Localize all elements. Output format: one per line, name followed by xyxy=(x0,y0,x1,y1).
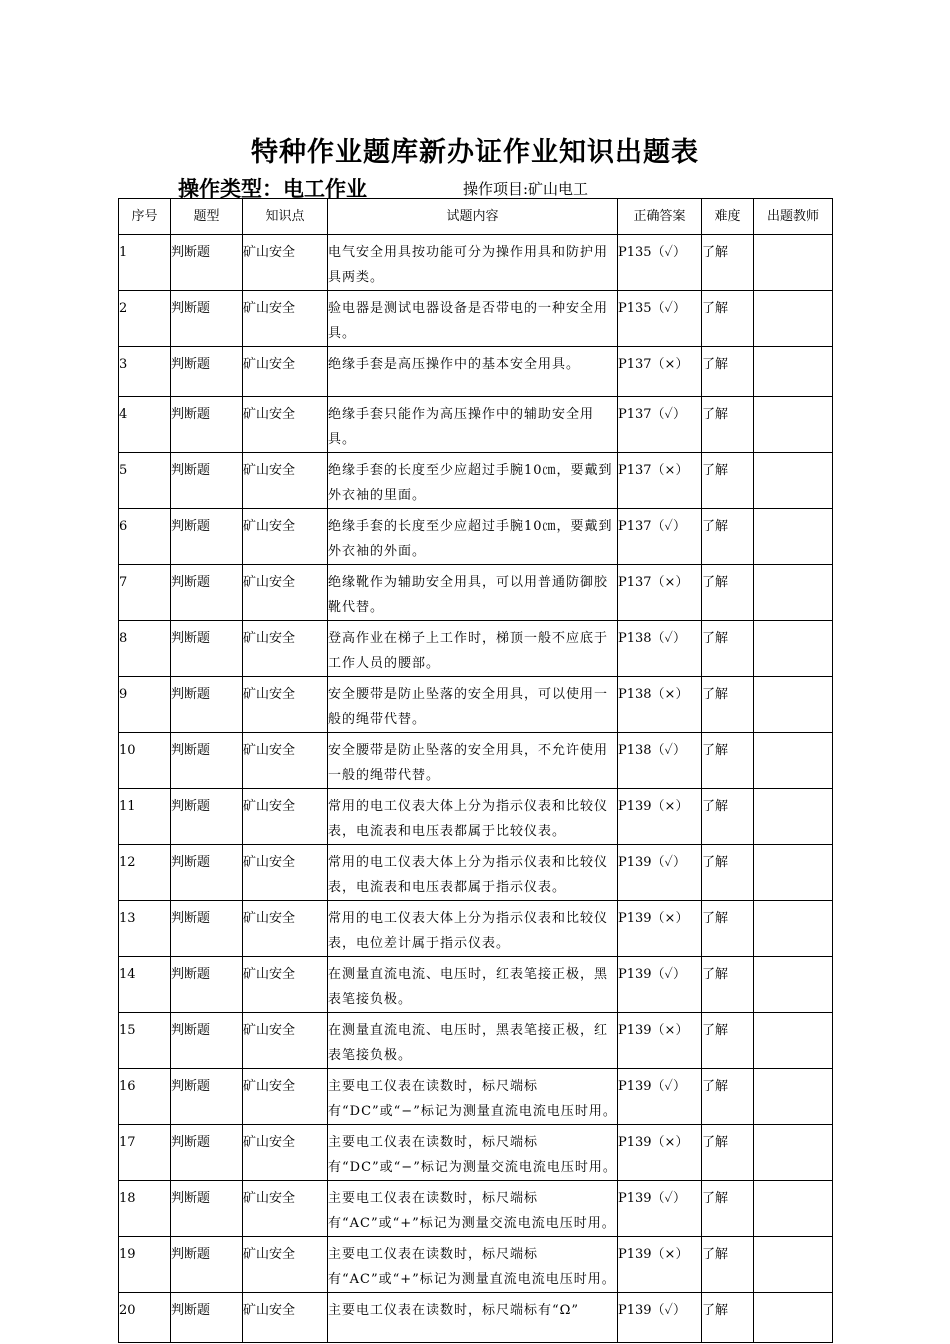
table-row xyxy=(119,1013,833,1069)
cell-knowledge-point: 矿山安全 xyxy=(243,1181,328,1237)
cell-teacher xyxy=(754,957,833,1013)
cell-content: 绝缘靴作为辅助安全用具，可以用普通防御胶靴代替。 xyxy=(328,565,618,621)
cell-type: 判断题 xyxy=(171,235,243,291)
cell-answer: P135（✓） xyxy=(618,291,702,347)
cell-type: 判断题 xyxy=(171,1237,243,1293)
cell-difficulty: 了解 xyxy=(702,1293,754,1343)
cell-content: 绝缘手套的长度至少应超过手腕10㎝，要戴到外衣袖的外面。 xyxy=(328,509,618,565)
cell-type: 判断题 xyxy=(171,453,243,509)
cell-answer: P139（×） xyxy=(618,901,702,957)
cell-difficulty: 了解 xyxy=(702,677,754,733)
cell-no: 3 xyxy=(119,347,171,397)
cell-type: 判断题 xyxy=(171,845,243,901)
operation-type: 操作类型：电工作业 xyxy=(178,177,367,201)
cell-content: 绝缘手套只能作为高压操作中的辅助安全用具。 xyxy=(328,397,618,453)
cell-type: 判断题 xyxy=(171,397,243,453)
table-row xyxy=(119,845,833,901)
question-table xyxy=(118,198,833,1343)
cell-no: 14 xyxy=(119,957,171,1013)
cell-content: 主要电工仪表在读数时，标尺端标有“DC”或“−”标记为测量直流电流电压时用。 xyxy=(328,1069,618,1125)
cell-no: 5 xyxy=(119,453,171,509)
cell-knowledge-point: 矿山安全 xyxy=(243,733,328,789)
cell-no: 11 xyxy=(119,789,171,845)
table-row xyxy=(119,901,833,957)
cell-teacher xyxy=(754,1293,833,1343)
cell-teacher xyxy=(754,291,833,347)
table-row xyxy=(119,347,833,397)
cell-type: 判断题 xyxy=(171,347,243,397)
cell-type: 判断题 xyxy=(171,1069,243,1125)
cell-knowledge-point: 矿山安全 xyxy=(243,1237,328,1293)
cell-type: 判断题 xyxy=(171,509,243,565)
cell-answer: P139（✓） xyxy=(618,957,702,1013)
cell-knowledge-point: 矿山安全 xyxy=(243,1293,328,1343)
cell-type: 判断题 xyxy=(171,1293,243,1343)
cell-answer: P137（×） xyxy=(618,565,702,621)
cell-type: 判断题 xyxy=(171,565,243,621)
table-row xyxy=(119,677,833,733)
cell-answer: P139（✓） xyxy=(618,845,702,901)
table-row xyxy=(119,1069,833,1125)
cell-no: 12 xyxy=(119,845,171,901)
cell-knowledge-point: 矿山安全 xyxy=(243,509,328,565)
cell-no: 4 xyxy=(119,397,171,453)
header-teacher: 出题教师 xyxy=(754,199,833,235)
cell-knowledge-point: 矿山安全 xyxy=(243,1013,328,1069)
cell-no: 9 xyxy=(119,677,171,733)
cell-no: 13 xyxy=(119,901,171,957)
cell-teacher xyxy=(754,621,833,677)
cell-no: 20 xyxy=(119,1293,171,1343)
cell-knowledge-point: 矿山安全 xyxy=(243,397,328,453)
cell-type: 判断题 xyxy=(171,1013,243,1069)
cell-difficulty: 了解 xyxy=(702,957,754,1013)
cell-answer: P137（✓） xyxy=(618,509,702,565)
header-difficulty: 难度 xyxy=(702,199,754,235)
cell-no: 15 xyxy=(119,1013,171,1069)
cell-no: 19 xyxy=(119,1237,171,1293)
cell-teacher xyxy=(754,1013,833,1069)
header-content: 试题内容 xyxy=(328,199,618,235)
cell-knowledge-point: 矿山安全 xyxy=(243,789,328,845)
cell-type: 判断题 xyxy=(171,733,243,789)
cell-knowledge-point: 矿山安全 xyxy=(243,1069,328,1125)
cell-difficulty: 了解 xyxy=(702,621,754,677)
cell-answer: P139（✓） xyxy=(618,1181,702,1237)
cell-difficulty: 了解 xyxy=(702,733,754,789)
cell-knowledge-point: 矿山安全 xyxy=(243,347,328,397)
cell-difficulty: 了解 xyxy=(702,789,754,845)
cell-answer: P137（×） xyxy=(618,453,702,509)
cell-knowledge-point: 矿山安全 xyxy=(243,235,328,291)
cell-teacher xyxy=(754,397,833,453)
cell-knowledge-point: 矿山安全 xyxy=(243,453,328,509)
cell-content: 安全腰带是防止坠落的安全用具，不允许使用一般的绳带代替。 xyxy=(328,733,618,789)
cell-no: 1 xyxy=(119,235,171,291)
cell-answer: P139（×） xyxy=(618,1125,702,1181)
cell-content: 常用的电工仪表大体上分为指示仪表和比较仪表，电流表和电压表都属于比较仪表。 xyxy=(328,789,618,845)
cell-answer: P139（×） xyxy=(618,1237,702,1293)
cell-type: 判断题 xyxy=(171,901,243,957)
table-row xyxy=(119,291,833,347)
table-row xyxy=(119,397,833,453)
cell-knowledge-point: 矿山安全 xyxy=(243,677,328,733)
table-row xyxy=(119,509,833,565)
cell-difficulty: 了解 xyxy=(702,235,754,291)
cell-knowledge-point: 矿山安全 xyxy=(243,901,328,957)
cell-teacher xyxy=(754,235,833,291)
cell-difficulty: 了解 xyxy=(702,1181,754,1237)
cell-content: 绝缘手套的长度至少应超过手腕10㎝，要戴到外衣袖的里面。 xyxy=(328,453,618,509)
table-row xyxy=(119,1293,833,1343)
cell-teacher xyxy=(754,789,833,845)
cell-content: 在测量直流电流、电压时，红表笔接正极，黑表笔接负极。 xyxy=(328,957,618,1013)
cell-teacher xyxy=(754,565,833,621)
table-row xyxy=(119,565,833,621)
table-row xyxy=(119,733,833,789)
cell-teacher xyxy=(754,453,833,509)
cell-content: 常用的电工仪表大体上分为指示仪表和比较仪表，电位差计属于指示仪表。 xyxy=(328,901,618,957)
header-answer: 正确答案 xyxy=(618,199,702,235)
cell-knowledge-point: 矿山安全 xyxy=(243,621,328,677)
cell-content: 登高作业在梯子上工作时，梯顶一般不应底于工作人员的腰部。 xyxy=(328,621,618,677)
cell-no: 6 xyxy=(119,509,171,565)
cell-knowledge-point: 矿山安全 xyxy=(243,1125,328,1181)
cell-teacher xyxy=(754,1237,833,1293)
cell-knowledge-point: 矿山安全 xyxy=(243,565,328,621)
cell-content: 验电器是测试电器设备是否带电的一种安全用具。 xyxy=(328,291,618,347)
table-row xyxy=(119,1181,833,1237)
cell-teacher xyxy=(754,901,833,957)
cell-content: 安全腰带是防止坠落的安全用具，可以使用一般的绳带代替。 xyxy=(328,677,618,733)
cell-answer: P138（✓） xyxy=(618,733,702,789)
cell-no: 2 xyxy=(119,291,171,347)
cell-answer: P138（×） xyxy=(618,677,702,733)
cell-difficulty: 了解 xyxy=(702,901,754,957)
cell-difficulty: 了解 xyxy=(702,453,754,509)
cell-knowledge-point: 矿山安全 xyxy=(243,291,328,347)
operation-item: 操作项目:矿山电工 xyxy=(463,180,589,198)
header-no: 序号 xyxy=(119,199,171,235)
cell-teacher xyxy=(754,347,833,397)
cell-answer: P139（×） xyxy=(618,1013,702,1069)
cell-type: 判断题 xyxy=(171,677,243,733)
table-header-row xyxy=(119,199,833,235)
cell-answer: P138（✓） xyxy=(618,621,702,677)
cell-content: 主要电工仪表在读数时，标尺端标有“Ω” xyxy=(328,1293,618,1343)
cell-teacher xyxy=(754,677,833,733)
table-row xyxy=(119,1237,833,1293)
table-row xyxy=(119,235,833,291)
cell-type: 判断题 xyxy=(171,789,243,845)
cell-teacher xyxy=(754,509,833,565)
cell-knowledge-point: 矿山安全 xyxy=(243,957,328,1013)
cell-teacher xyxy=(754,1125,833,1181)
cell-answer: P137（✓） xyxy=(618,397,702,453)
header-knowledge-point: 知识点 xyxy=(243,199,328,235)
cell-difficulty: 了解 xyxy=(702,509,754,565)
cell-no: 16 xyxy=(119,1069,171,1125)
cell-type: 判断题 xyxy=(171,291,243,347)
table-row xyxy=(119,453,833,509)
cell-type: 判断题 xyxy=(171,1181,243,1237)
cell-content: 电气安全用具按功能可分为操作用具和防护用具两类。 xyxy=(328,235,618,291)
header-type: 题型 xyxy=(171,199,243,235)
cell-answer: P135（✓） xyxy=(618,235,702,291)
cell-difficulty: 了解 xyxy=(702,1125,754,1181)
cell-teacher xyxy=(754,733,833,789)
cell-type: 判断题 xyxy=(171,621,243,677)
table-row xyxy=(119,1125,833,1181)
cell-content: 主要电工仪表在读数时，标尺端标有“AC”或“+”标记为测量直流电流电压时用。 xyxy=(328,1237,618,1293)
cell-answer: P139（✓） xyxy=(618,1069,702,1125)
cell-difficulty: 了解 xyxy=(702,1069,754,1125)
cell-content: 在测量直流电流、电压时，黑表笔接正极，红表笔接负极。 xyxy=(328,1013,618,1069)
cell-difficulty: 了解 xyxy=(702,1013,754,1069)
cell-difficulty: 了解 xyxy=(702,1237,754,1293)
table-row xyxy=(119,789,833,845)
cell-difficulty: 了解 xyxy=(702,845,754,901)
cell-answer: P137（×） xyxy=(618,347,702,397)
cell-knowledge-point: 矿山安全 xyxy=(243,845,328,901)
cell-difficulty: 了解 xyxy=(702,347,754,397)
cell-difficulty: 了解 xyxy=(702,291,754,347)
cell-difficulty: 了解 xyxy=(702,397,754,453)
cell-type: 判断题 xyxy=(171,957,243,1013)
table-row xyxy=(119,957,833,1013)
table-row xyxy=(119,621,833,677)
cell-teacher xyxy=(754,1069,833,1125)
cell-no: 18 xyxy=(119,1181,171,1237)
page-title: 特种作业题库新办证作业知识出题表 xyxy=(251,137,699,168)
cell-difficulty: 了解 xyxy=(702,565,754,621)
cell-answer: P139（×） xyxy=(618,789,702,845)
cell-content: 绝缘手套是高压操作中的基本安全用具。 xyxy=(328,347,618,397)
cell-content: 主要电工仪表在读数时，标尺端标有“DC”或“−”标记为测量交流电流电压时用。 xyxy=(328,1125,618,1181)
cell-no: 7 xyxy=(119,565,171,621)
cell-answer: P139（✓） xyxy=(618,1293,702,1343)
cell-no: 8 xyxy=(119,621,171,677)
cell-teacher xyxy=(754,1181,833,1237)
cell-no: 10 xyxy=(119,733,171,789)
cell-content: 主要电工仪表在读数时，标尺端标有“AC”或“+”标记为测量交流电流电压时用。 xyxy=(328,1181,618,1237)
cell-no: 17 xyxy=(119,1125,171,1181)
cell-type: 判断题 xyxy=(171,1125,243,1181)
cell-content: 常用的电工仪表大体上分为指示仪表和比较仪表，电流表和电压表都属于指示仪表。 xyxy=(328,845,618,901)
cell-teacher xyxy=(754,845,833,901)
